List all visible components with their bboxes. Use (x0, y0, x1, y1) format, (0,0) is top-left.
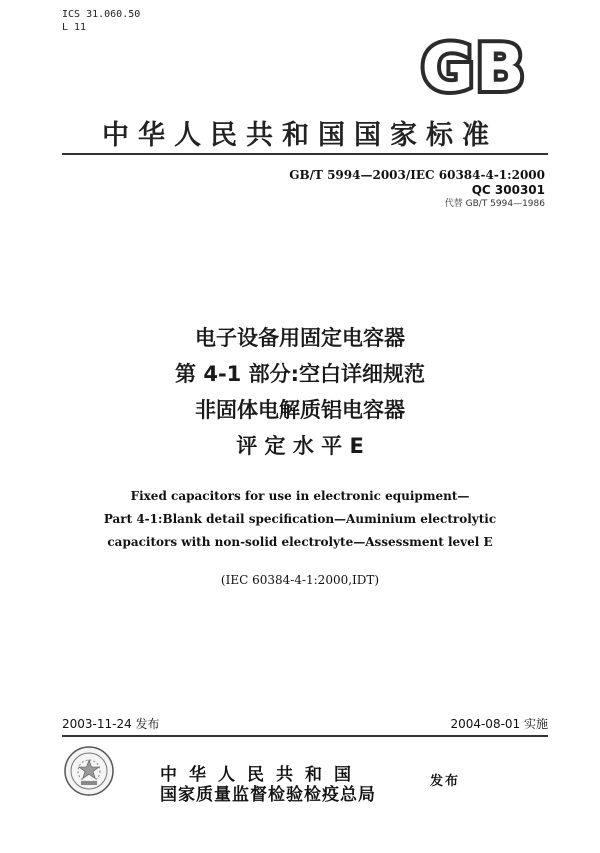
issue-date: 2003-11-24 发布 (62, 717, 160, 731)
english-title-line: Fixed capacitors for use in electronic equipment— (130, 489, 470, 503)
implementation-date: 2004-08-01 实施 (450, 717, 548, 731)
chinese-title-line: 电子设备用固定电容器 (195, 326, 405, 350)
chinese-title (0, 320, 600, 464)
standard-codes (289, 167, 545, 210)
standard-title: 中华人民共和国国家标准 (102, 120, 498, 151)
publisher-suffix: 发布 (430, 774, 461, 789)
english-title-line: Part 4-1:Blank detail specification—Auminium electrolytic (103, 512, 497, 526)
chinese-title-line: 第 4-1 部分:空白详细规范 (175, 362, 425, 386)
equivalence-note: (IEC 60384-4-1:2000,IDT) (220, 573, 380, 587)
chinese-title-line: 评 定 水 平 E (236, 434, 364, 458)
header-divider (62, 153, 548, 155)
english-title (0, 485, 600, 554)
footer-divider (62, 735, 548, 737)
national-emblem-icon (63, 745, 115, 797)
ics-code: ICS 31.060.50 (62, 9, 141, 20)
gb-logo-text: GB (421, 38, 527, 96)
chinese-title-line: 非固体电解质铝电容器 (195, 398, 405, 422)
publisher-line-2: 国家质量监督检验检疫总局 (160, 785, 376, 805)
publisher-line-1: 中华人民共和国 (160, 765, 363, 785)
english-title-line: capacitors with non-solid electrolyte—Assessment level E (107, 535, 493, 549)
ccs-code: L 11 (62, 22, 87, 33)
replaces-note: 代替 GB/T 5994—1986 (444, 199, 545, 209)
qc-number: QC 300301 (471, 183, 545, 197)
gb-logo (408, 38, 540, 96)
standard-number: GB/T 5994—2003/IEC 60384-4-1:2000 (289, 168, 545, 182)
classification-codes (62, 8, 140, 34)
